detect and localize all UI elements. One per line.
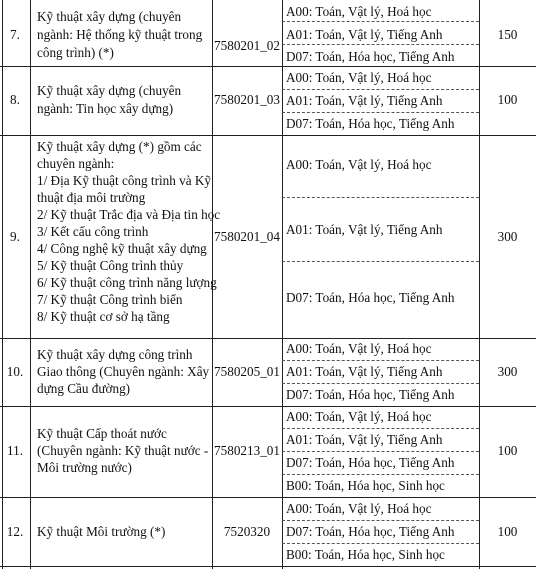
program-name-line: 4/ Công nghệ kỹ thuật xây dựng [37,241,207,256]
row-number: 11. [7,443,23,458]
program-code: 7580201_04 [214,229,280,244]
quota: 300 [497,364,518,379]
combo-divider [282,44,479,45]
row-number: 7. [10,27,20,42]
program-name-line: dựng Cầu đường) [37,381,131,396]
program-name-line: 5/ Kỹ thuật Công trình thủy [37,258,184,273]
row-border-top-8 [0,66,536,67]
subject-combo: B00: Toán, Hóa học, Sinh học [286,547,445,562]
subject-combo: D07: Toán, Hóa học, Tiếng Anh [286,387,455,402]
subject-combo: D07: Toán, Hóa học, Tiếng Anh [286,49,455,64]
program-name-line: Kỹ thuật xây dựng (chuyên [37,83,182,98]
combo-divider [282,474,479,475]
program-code: 7580201_03 [214,92,280,107]
combo-divider [282,112,479,113]
combo-divider [282,428,479,429]
quota: 100 [497,92,518,107]
quota: 150 [497,27,518,42]
program-code: 7580205_01 [214,364,280,379]
program-name-line: 2/ Kỹ thuật Trắc địa và Địa tin học [37,207,221,222]
subject-combo: A00: Toán, Vật lý, Hoá học [286,409,432,424]
row-border-top-9 [0,135,536,136]
combo-divider [282,89,479,90]
subject-combo: D07: Toán, Hóa học, Tiếng Anh [286,524,455,539]
subject-combo: A01: Toán, Vật lý, Tiếng Anh [286,93,443,108]
program-name-line: Môi trường nước) [37,460,132,475]
combo-divider [282,383,479,384]
subject-combo: D07: Toán, Hóa học, Tiếng Anh [286,290,455,305]
subject-combo: A00: Toán, Vật lý, Hoá học [286,4,432,19]
subject-combo: A00: Toán, Vật lý, Hoá học [286,501,432,516]
program-name-line: Kỹ thuật xây dựng công trình [37,347,193,362]
subject-combo: A01: Toán, Vật lý, Tiếng Anh [286,222,443,237]
program-name-line: công trình) (*) [37,45,114,60]
program-name-line: Kỹ thuật xây dựng (*) gồm các [37,139,202,154]
subject-combo: A00: Toán, Vật lý, Hoá học [286,341,432,356]
program-name-line: thuật địa môi trường [37,190,146,205]
row-number: 8. [10,92,20,107]
col-border-stt [30,0,31,569]
program-name-line: Kỹ thuật Môi trường (*) [37,524,166,539]
combo-divider [282,197,479,198]
program-name-line: 3/ Kết cấu công trình [37,224,149,239]
combo-divider [282,451,479,452]
program-name-line: ngành: Hệ thống kỹ thuật trong [37,27,203,42]
subject-combo: A00: Toán, Vật lý, Hoá học [286,70,432,85]
combo-divider [282,520,479,521]
program-name-line: chuyên ngành: [37,156,115,171]
subject-combo: A01: Toán, Vật lý, Tiếng Anh [286,364,443,379]
program-code: 7520320 [223,524,271,539]
col-border-combo [479,0,480,569]
row-border-top-11 [0,406,536,407]
subject-combo: D07: Toán, Hóa học, Tiếng Anh [286,116,455,131]
subject-combo: A00: Toán, Vật lý, Hoá học [286,157,432,172]
combo-divider [282,261,479,262]
program-code: 7580201_02 [214,38,280,53]
combo-divider [282,21,479,22]
row-border-top-10 [0,338,536,339]
subject-combo: A01: Toán, Vật lý, Tiếng Anh [286,27,443,42]
row-number: 10. [6,364,24,379]
combo-divider [282,543,479,544]
program-name-line: 7/ Kỹ thuật Công trình biển [37,292,183,307]
row-number: 12. [6,524,24,539]
program-name-line: 1/ Địa Kỹ thuật công trình và Kỹ [37,173,211,188]
row-border-bottom [0,566,536,567]
subject-combo: B00: Toán, Hóa học, Sinh học [286,478,445,493]
program-name-line: Kỹ thuật xây dựng (chuyên [37,9,182,24]
col-border-left [2,0,3,569]
combo-divider [282,360,479,361]
subject-combo: D07: Toán, Hóa học, Tiếng Anh [286,455,455,470]
quota: 100 [497,524,518,539]
row-number: 9. [10,229,20,244]
col-border-code [282,0,283,569]
program-name-line: 6/ Kỹ thuật công trình năng lượng [37,275,217,290]
program-name-line: Giao thông (Chuyên ngành: Xây [37,364,210,379]
program-name-line: 8/ Kỹ thuật cơ sở hạ tầng [37,309,170,324]
quota: 100 [497,443,518,458]
program-name-line: (Chuyên ngành: Kỹ thuật nước - [37,443,209,458]
quota: 300 [497,229,518,244]
program-name-line: ngành: Tin học xây dựng) [37,101,174,116]
subject-combo: A01: Toán, Vật lý, Tiếng Anh [286,432,443,447]
program-code: 7580213_01 [214,443,280,458]
program-name-line: Kỹ thuật Cấp thoát nước [37,426,167,441]
row-border-top-12 [0,497,536,498]
